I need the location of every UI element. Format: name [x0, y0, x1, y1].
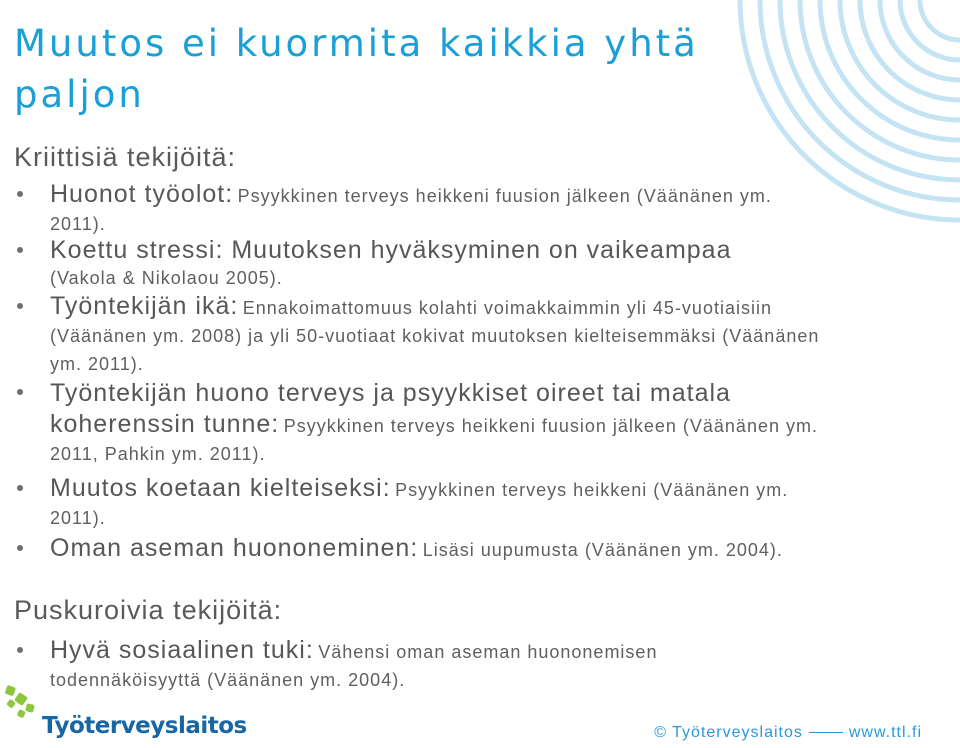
list-item [0, 236, 820, 292]
item-detail: Lisäsi uupumusta (Väänänen ym. 2004). [422, 540, 783, 560]
buffer-factors-heading: Puskuroivia tekijöitä: [14, 595, 283, 625]
bullet-icon [17, 647, 23, 653]
list-item [0, 474, 820, 534]
footer-url[interactable]: www.ttl.fi [848, 724, 922, 741]
risk-factors-heading: Kriittisiä tekijöitä: [14, 142, 237, 172]
slide-title: Muutos ei kuormita kaikkia yhtä paljon [14, 22, 699, 116]
item-detail: (Vakola & Nikolaou 2005). [50, 268, 283, 288]
bullet-icon [17, 545, 23, 551]
item-lead: Muutos koetaan kielteiseksi: [50, 474, 391, 502]
list-item [0, 376, 820, 474]
item-detail: Vähensi oman aseman huononemisen todennäköisyyttä (Väänänen ym. 2004). [50, 642, 658, 690]
item-detail: Ennakoimattomuus kolahti voimakkaimmin yli 45-vuotiaisiin (Väänänen ym. 2008) ja yli 50-vuotiaat kokivat muutoksen kielteisemmäksi (Väänänen ym. 2011). [50, 298, 820, 374]
bullet-icon [17, 191, 23, 197]
risk-factors-list [0, 180, 820, 590]
bullet-icon [17, 389, 23, 395]
footer-separator [809, 732, 843, 733]
list-item [0, 292, 820, 376]
list-item [0, 180, 820, 236]
footer [654, 724, 922, 742]
bullet-icon [17, 485, 23, 491]
item-lead: Työntekijän ikä: [50, 292, 239, 320]
item-detail: Psyykkinen terveys heikkeni fuusion jälkeen (Väänänen ym. 2011). [50, 186, 772, 234]
logo-wordmark: Työterveyslaitos [42, 713, 247, 739]
footer-copyright: © Työterveyslaitos [654, 724, 803, 741]
list-item [0, 534, 820, 590]
item-detail: Psyykkinen terveys heikkeni fuusion jälkeen (Väänänen ym. 2011, Pahkin ym. 2011). [50, 416, 818, 464]
bullet-icon [17, 303, 23, 309]
item-lead: Koettu stressi: Muutoksen hyväksyminen on vaikeampaa [50, 236, 732, 264]
bullet-icon [17, 247, 23, 253]
item-detail: Psyykkinen terveys heikkeni (Väänänen ym. 2011). [50, 480, 789, 528]
item-lead: Työntekijän huono terveys ja psyykkiset oireet tai matala koherenssin tunne: [50, 379, 731, 438]
item-lead: Oman aseman huononeminen: [50, 534, 419, 562]
item-lead: Huonot työolot: [50, 180, 234, 208]
item-lead: Hyvä sosiaalinen tuki: [50, 636, 314, 664]
